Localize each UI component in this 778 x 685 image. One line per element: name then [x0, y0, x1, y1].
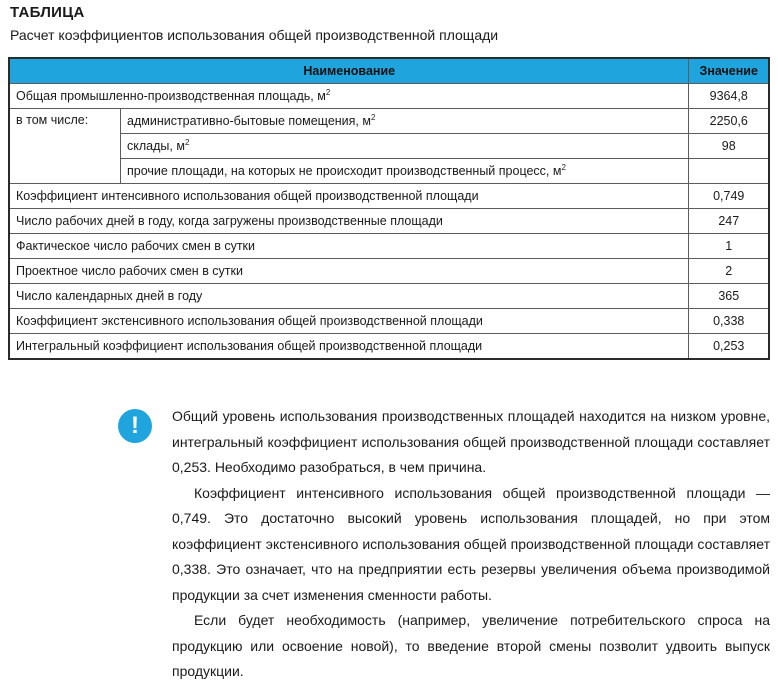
sub-row-name: склады, $м^2$ — [121, 134, 689, 159]
table-row — [9, 284, 769, 309]
row-value: 0,749 — [689, 184, 769, 209]
row-value: 0,338 — [689, 309, 769, 334]
sub-row-value: 2250,6 — [689, 109, 769, 134]
sub-row-value — [689, 159, 769, 184]
row-value: 0,253 — [689, 334, 769, 360]
row-name: Коэффициент интенсивного использования общей производственной площади — [9, 184, 689, 209]
row-value: 247 — [689, 209, 769, 234]
note-paragraph: Общий уровень использования производственных площадей находится на низком уровне, интегральный коэффициент использования общей производственной площади составляет 0,253. Необходимо разобраться, в чем причина. — [172, 408, 770, 475]
note-paragraph: Коэффициент интенсивного использования общей производственной площади — 0,749. Это достаточно высокий уровень использования площадей, но при этом коэффициент экстенсивного использования общей производственной площади составляет 0,338. Это означает, что на предприятии есть резервы увеличения объема производимой продукции за счет изменения сменности работы. — [172, 484, 770, 603]
sub-row-name: прочие площади, на которых не происходит производственный процесс, $м^2$ — [121, 159, 689, 184]
sub-row-value: 98 — [689, 134, 769, 159]
table-caption: Расчет коэффициентов использования общей производственной площади — [10, 27, 499, 43]
row-name: Фактическое число рабочих смен в сутки — [9, 234, 689, 259]
table-row — [9, 84, 769, 109]
row-value: 365 — [689, 284, 769, 309]
row-name: Число календарных дней в году — [9, 284, 689, 309]
note-marker — [118, 404, 170, 456]
included-label: в том числе: — [9, 109, 121, 184]
row-name: Число рабочих дней в году, когда загружены производственные площади — [9, 209, 689, 234]
row-name: Коэффициент экстенсивного использования общей производственной площади — [9, 309, 689, 334]
table-row — [9, 209, 769, 234]
header-value: Значение — [689, 58, 769, 84]
table-row — [9, 159, 769, 184]
table-row — [9, 259, 769, 284]
coefficients-table — [8, 57, 770, 360]
table-row — [9, 334, 769, 360]
sub-row-name: административно-бытовые помещения, $м^2$ — [121, 109, 689, 134]
table-row — [9, 309, 769, 334]
table-header-row — [9, 58, 769, 84]
row-value: 1 — [689, 234, 769, 259]
row-name: Интегральный коэффициент использования общей производственной площади — [9, 334, 689, 360]
table-row — [9, 109, 769, 134]
table-row — [9, 134, 769, 159]
note-text — [172, 404, 770, 685]
header-name: Наименование — [9, 58, 689, 84]
note-paragraph: Если будет необходимость (например, увеличение потребительского спроса на продукцию или освоение новой), то введение второй смены позволит удвоить выпуск продукции. — [172, 612, 770, 679]
row-name: Общая промышленно-производственная площадь, $м^2$ — [9, 84, 689, 109]
table-label: ТАБЛИЦА — [10, 4, 85, 21]
table-row — [9, 234, 769, 259]
row-name: Проектное число рабочих смен в сутки — [9, 259, 689, 284]
table-row — [9, 184, 769, 209]
row-value: 2 — [689, 259, 769, 284]
row-value: 9364,8 — [689, 84, 769, 109]
exclamation-icon: ! — [131, 412, 139, 439]
